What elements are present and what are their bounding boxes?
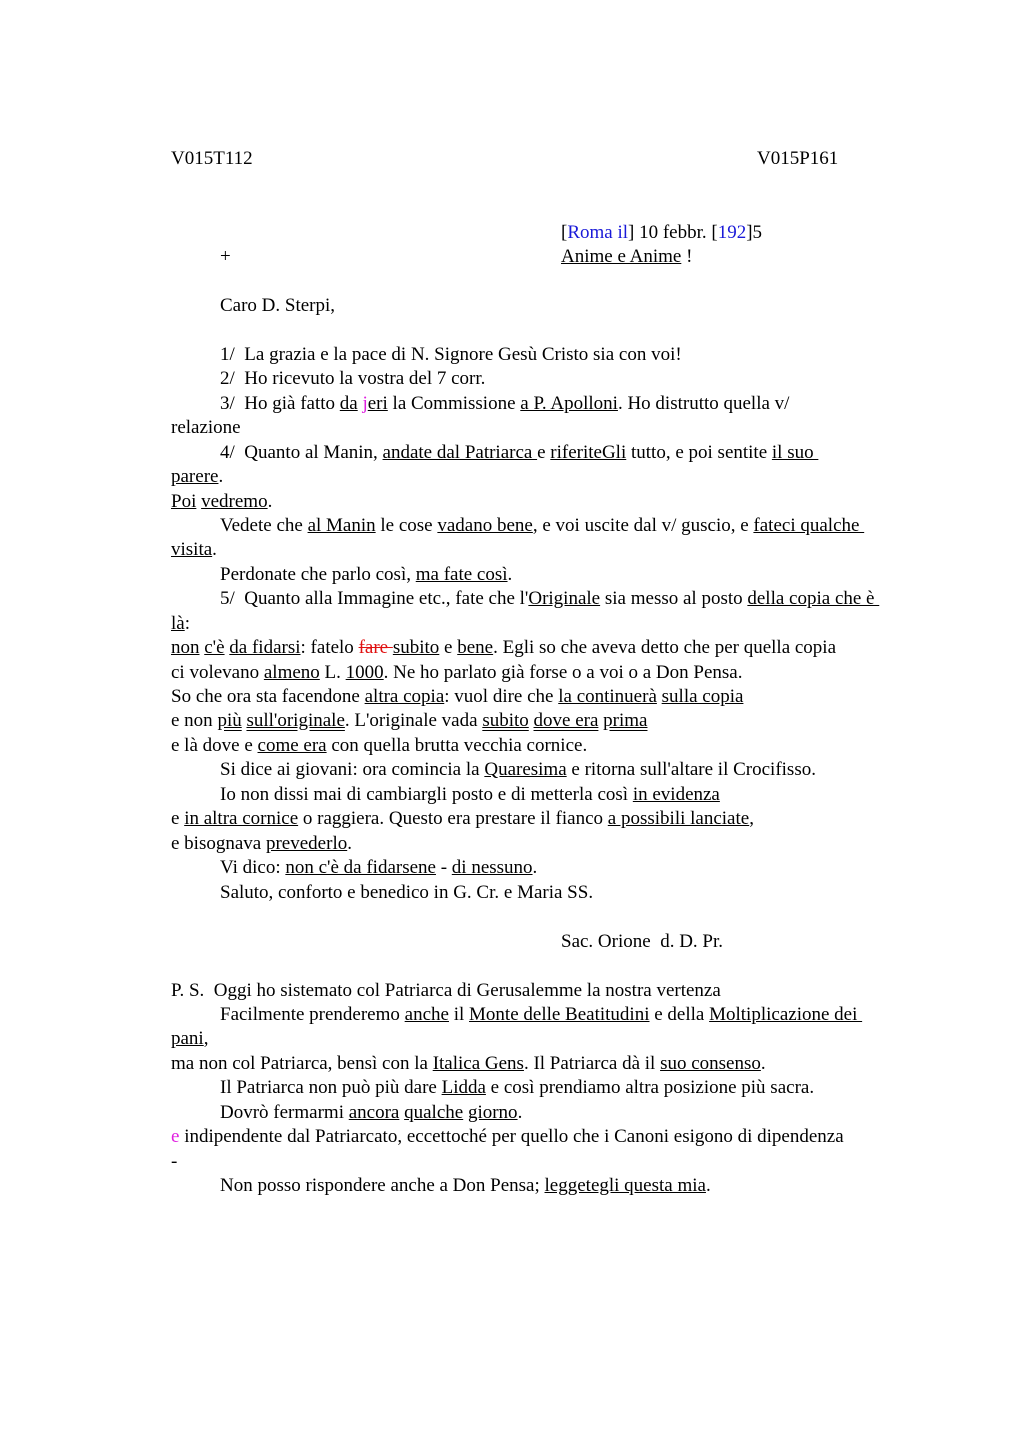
paragraph-17: e bisognava prevederlo.: [171, 833, 352, 854]
paragraph-6: Vedete che al Manin le cose vadano bene, e voi uscite dal v/ guscio, e fateci qualche: [220, 515, 865, 536]
date-year: 192: [717, 222, 747, 243]
paragraph-8: 5/ Quanto alla Immagine etc., fate che l'Originale sia messo al posto della copia che è: [220, 588, 880, 609]
doc-code-right: V015P161: [757, 148, 839, 169]
paragraph-3-cont: relazione: [171, 417, 241, 438]
cross-mark: +: [220, 246, 231, 267]
paragraph-15: Io non dissi mai di cambiargli posto e di metterla così in evidenza: [220, 784, 720, 805]
date-line: [Roma il] 10 febbr. [192]5: [561, 222, 763, 243]
paragraph-8-cont: là:: [171, 613, 190, 634]
paragraph-11: So che ora sta facendone altra copia: vuol dire che la continuerà sulla copia: [171, 686, 744, 707]
deleted-word: fare: [358, 637, 393, 658]
paragraph-4-cont: parere.: [171, 466, 224, 487]
paragraph-3: 3/ Ho già fatto da jeri la Commissione a P. Apolloni. Ho distrutto quella v/: [220, 393, 790, 414]
paragraph-1: 1/ La grazia e la pace di N. Signore Gesù Cristo sia con voi!: [220, 344, 682, 365]
postscript-2-cont: pani,: [171, 1028, 209, 1049]
postscript-2: Facilmente prenderemo anche il Monte delle Beatitudini e della Moltiplicazione dei: [220, 1004, 863, 1025]
signature: Sac. Orione d. D. Pr.: [561, 931, 724, 952]
paragraph-9: non c'è da fidarsi: fatelo fare subito e bene. Egli so che aveva detto che per quella copia: [171, 637, 837, 658]
paragraph-18: Vi dico: non c'è da fidarsene - di nessuno.: [220, 857, 538, 878]
paragraph-4: 4/ Quanto al Manin, andate dal Patriarca e riferiteGli tutto, e poi sentite il suo: [220, 442, 819, 463]
date-place: Roma il: [567, 222, 629, 243]
postscript-6-dash: -: [171, 1151, 178, 1172]
paragraph-16: e in altra cornice o raggiera. Questo era prestare il fianco a possibili lanciate,: [171, 808, 754, 829]
postscript-7: Non posso rispondere anche a Don Pensa; leggetegli questa mia.: [220, 1175, 711, 1196]
postscript-3: ma non col Patriarca, bensì con la Italica Gens. Il Patriarca dà il suo consenso.: [171, 1053, 766, 1074]
salutation: Caro D. Sterpi,: [220, 295, 336, 316]
paragraph-7: Perdonate che parlo così, ma fate così.: [220, 564, 513, 585]
paragraph-5: Poi vedremo.: [171, 491, 273, 512]
paragraph-2: 2/ Ho ricevuto la vostra del 7 corr.: [220, 368, 486, 389]
paragraph-10: ci volevano almeno L. 1000. Ne ho parlato già forse o a voi o a Don Pensa.: [171, 662, 743, 683]
paragraph-6-cont: visita.: [171, 539, 217, 560]
doc-code-left: V015T112: [171, 148, 253, 169]
paragraph-19: Saluto, conforto e benedico in G. Cr. e Maria SS.: [220, 882, 594, 903]
postscript-5: Dovrò fermarmi ancora qualche giorno.: [220, 1102, 523, 1123]
paragraph-14: Si dice ai giovani: ora comincia la Quaresima e ritorna sull'altare il Crocifisso.: [220, 759, 816, 780]
paragraph-13: e là dove e come era con quella brutta vecchia cornice.: [171, 735, 588, 756]
postscript-1: P. S. Oggi ho sistemato col Patriarca di Gerusalemme la nostra vertenza: [171, 980, 721, 1001]
postscript-4: Il Patriarca non può più dare Lidda e così prendiamo altra posizione più sacra.: [220, 1077, 815, 1098]
paragraph-12: e non più sull'originale. L'originale vada subito dove era prima: [171, 710, 648, 731]
motto: Anime e Anime !: [561, 246, 693, 267]
postscript-6: e indipendente dal Patriarcato, eccettoché per quello che i Canoni esigono di dipendenza: [171, 1126, 844, 1147]
